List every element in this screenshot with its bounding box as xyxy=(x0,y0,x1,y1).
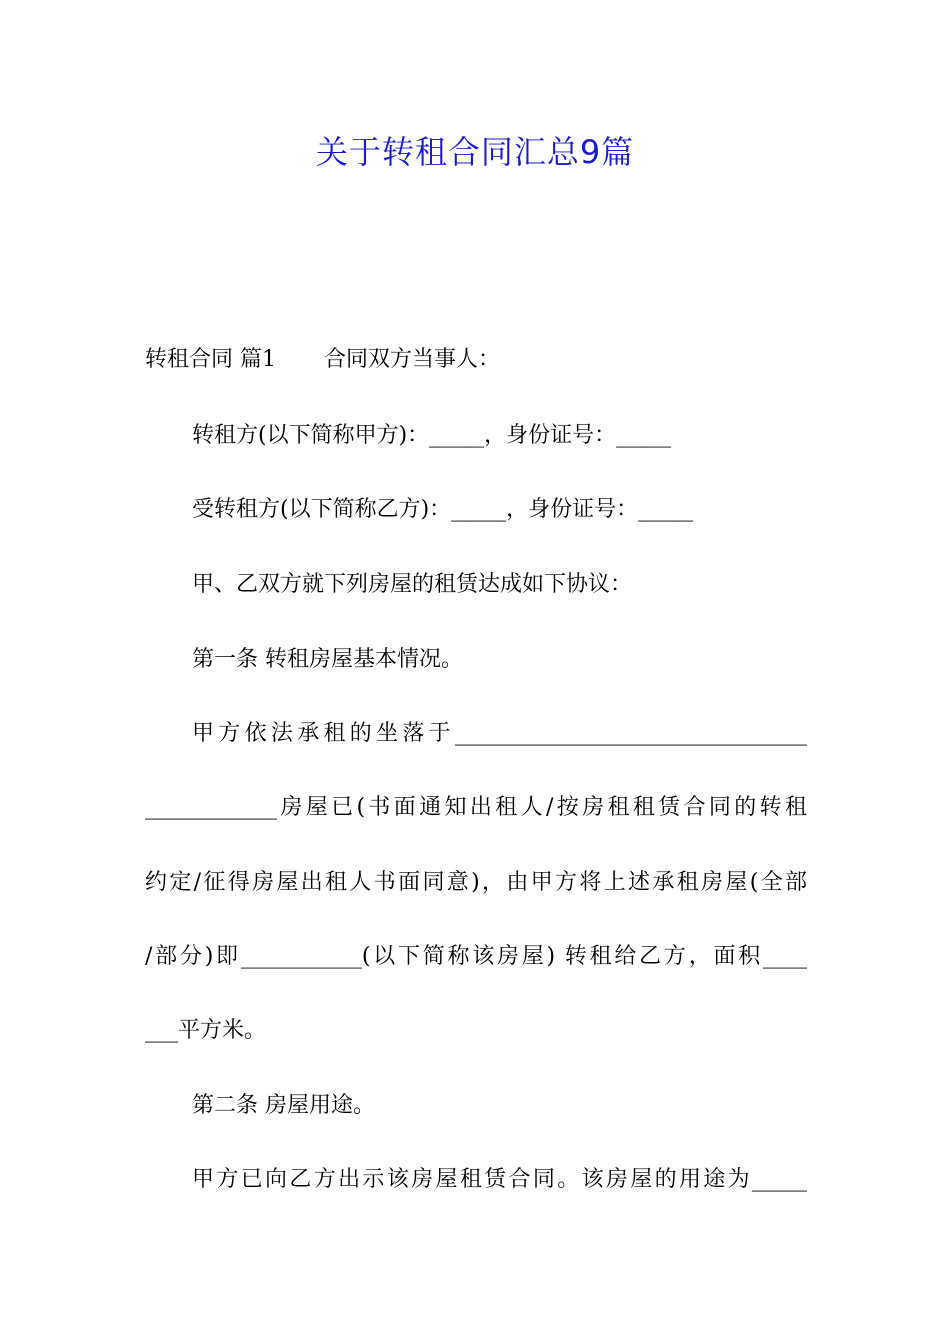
paragraph-line: ____________房屋已(书面通知出租人/按房租租赁合同的转租 xyxy=(145,795,807,820)
paragraph-line: /部分)即___________(以下简称该房屋) 转租给乙方，面积____ xyxy=(145,944,807,969)
paragraph-line: 约定/征得房屋出租人书面同意)，由甲方将上述承租房屋(全部 xyxy=(145,870,807,895)
paragraph-line: 甲方已向乙方出示该房屋租赁合同。该房屋的用途为_____ xyxy=(192,1167,807,1192)
paragraph-line: 甲、乙双方就下列房屋的租赁达成如下协议： xyxy=(192,572,633,597)
document-title: 关于转租合同汇总9篇 xyxy=(315,133,635,171)
parties-heading: 合同双方当事人： xyxy=(324,347,501,372)
paragraph-line: ___平方米。 xyxy=(145,1018,267,1043)
paragraph-line: 受转租方(以下简称乙方)：_____，身份证号：_____ xyxy=(192,497,694,522)
paragraph-line: 转租方(以下简称甲方)：_____，身份证号：_____ xyxy=(192,423,672,448)
paragraph-line: 甲方依法承租的坐落于________________________________ xyxy=(192,721,807,746)
article-heading: 第一条 转租房屋基本情况。 xyxy=(192,647,463,672)
article-heading: 第二条 房屋用途。 xyxy=(192,1093,375,1118)
heading-line xyxy=(145,340,807,380)
section-heading: 转租合同 篇1 xyxy=(145,347,276,372)
